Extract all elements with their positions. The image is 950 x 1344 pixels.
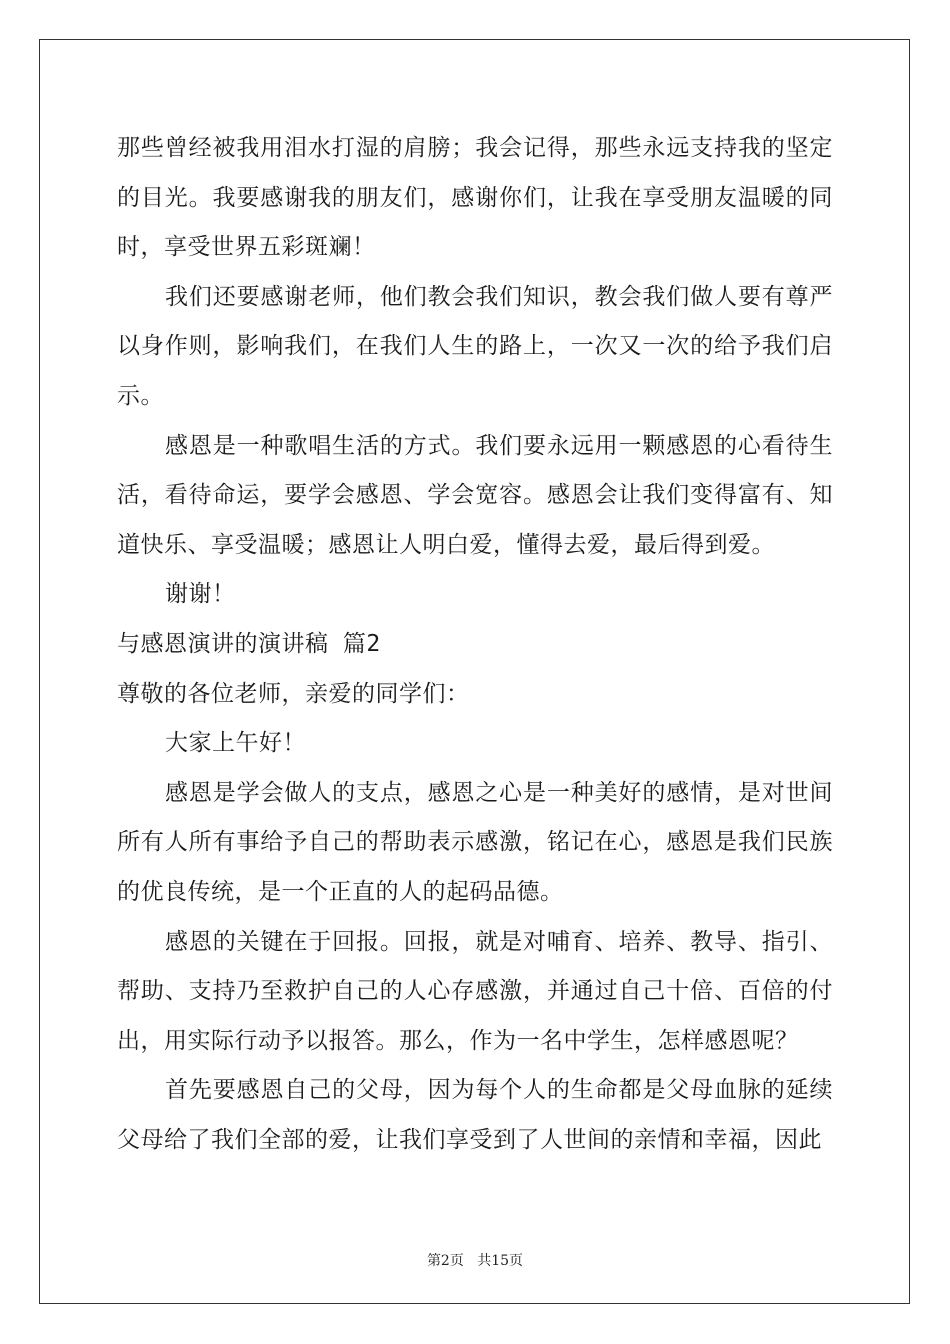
greeting: 大家上午好！ [165,730,306,757]
paragraph: 感恩是学会做人的支点，感恩之心是一种美好的感情，是对世间所有人所有事给予自己的帮助表示感激，铭记在心，感恩是我们民族的优良传统，是一个正直的人的起码品德。 [117,779,833,905]
page-total: 共15页 [477,1253,524,1269]
paragraph: 感恩是一种歌唱生活的方式。我们要永远用一颗感恩的心看待生活，看待命运，要学会感恩、学会宽容。感恩会让我们变得富有、知道快乐、享受温暖；感恩让人明白爱，懂得去爱，最后得到爱。 [117,432,833,558]
document-body [117,124,833,1165]
section-heading: 与感恩演讲的演讲稿 篇2 [117,630,381,657]
page-footer [0,1250,950,1270]
paragraph: 感恩的关键在于回报。回报，就是对哺育、培养、教导、指引、帮助、支持乃至救护自己的人心存感激，并通过自己十倍、百倍的付出，用实际行动予以报答。那么，作为一名中学生，怎样感恩呢？ [117,928,833,1054]
paragraph: 谢谢！ [165,581,236,608]
paragraph: 我们还要感谢老师，他们教会我们知识，教会我们做人要有尊严以身作则，影响我们，在我们人生的路上，一次又一次的给予我们启示。 [117,283,833,409]
paragraph: 那些曾经被我用泪水打湿的肩膀；我会记得，那些永远支持我的坚定的目光。我要感谢我的朋友们，感谢你们，让我在享受朋友温暖的同时，享受世界五彩斑斓！ [117,135,833,261]
page-number: 第2页 [426,1253,464,1269]
paragraph: 首先要感恩自己的父母，因为每个人的生命都是父母血脉的延续父母给了我们全部的爱，让我们享受到了人世间的亲情和幸福，因此 [117,1077,833,1153]
salutation: 尊敬的各位老师，亲爱的同学们： [117,680,470,707]
